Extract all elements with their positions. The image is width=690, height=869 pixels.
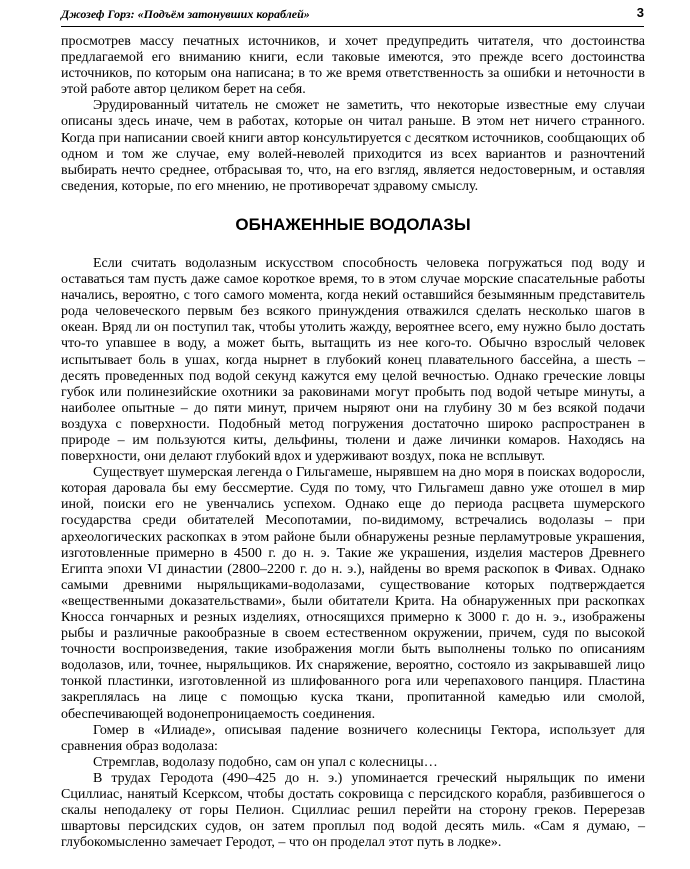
page-content [61, 34, 645, 851]
page-header [61, 4, 644, 27]
running-header-title: Джозеф Горз: «Подъём затонувших кораблей» [61, 7, 310, 21]
section-heading: ОБНАЖЕННЫЕ ВОДОЛАЗЫ [235, 214, 471, 234]
paragraph: Эрудированный читатель не сможет не заметить, что некоторые известные ему случаи описаны здесь иначе, чем в работах, которые он читал раньше. В этом нет ничего странного. Когда при написании своей книги автор консультируется с десятком источников, сообщающих об одном и том же случае, ему волей-неволей приходится из всех вариантов и разночтений выбирать нечто среднее, отбрасывая то, что, на его взгляд, является недостоверным, и оставляя сведения, которые, по его мнению, не противоречат здравому смыслу. [61, 98, 645, 194]
paragraph: Существует шумерская легенда о Гильгамеше, нырявшем на дно моря в поисках водоросли, которая даровала бы ему бессмертие. Судя по тому, что Гильгамеш давно уже отошел в мир иной, поиски его не увенчались успехом. Однако еще до периода расцвета шумерского государства среди обитателей Месопотамии, по-видимому, встречались водолазы – при археологических раскопках в этом районе были обнаружены резные перламутровые украшения, изготовленные примерно в 4500 г. до н. э. Такие же украшения, изделия мастеров Древнего Египта эпохи VI династии (2800–2200 г. до н. э.), найдены во время раскопок в Фивах. Однако самыми древними ныряльщиками-водолазами, существование которых подтверждается «вещественными доказательствами», были обитатели Крита. На обнаруженных при раскопках Кносса гончарных и резных изделиях, относящихся примерно к 3000 г. до н. э., изображены рыбы и различные ракообразные в своем естественном окружении, причем, судя по высокой точности воспроизведения, такие изображения могли быть выполнены только по описаниям водолазов, или, точнее, ныряльщиков. Их снаряжение, вероятно, состояло из закрывавшей лицо тонкой пластинки, изготовленной из шлифованного рога или черепахового панциря. Пластина закреплялась на лице с помощью куска ткани, пропитанной камедью или смолой, обеспечивающей водонепроницаемость соединения. [61, 465, 645, 722]
quote-line: Стремглав, водолазу подобно, сам он упал с колесницы… [93, 754, 438, 770]
paragraph-continued: просмотрев массу печатных источников, и хочет предупредить читателя, что достоинства предлагаемой его вниманию книги, если таковые имеются, это прежде всего достоинства источников, по которым она написана; в то же время ответственность за ошибки и неточности в этой работе автор целиком берет на себя. [61, 34, 645, 98]
paragraph: Если считать водолазным искусством способность человека погружаться под воду и оставаться там пусть даже самое короткое время, то в этом случае морские спасательные работы начались, вероятно, с того самого момента, когда некий оставшийся безымянным представитель рода человеческого первым без всякого принуждения отважился сделать несколько шагов в океан. Вряд ли он поступил так, чтобы утолить жажду, вероятнее всего, ему нужно было достать что-то упавшее в воду, а может быть, вытащить из нее кого-то. Обычно взрослый человек испытывает боль в ушах, когда нырнет в глубокий конец плавательного бассейна, а шесть – десять проведенных под водой секунд кажутся ему целой вечностью. Однако греческие ловцы губок или полинезийские охотники за раковинами могут пробыть под водой четыре минуты, а наиболее опытные – до пяти минут, причем ныряют они на глубину 30 м без всякой подачи воздуха с поверхности. Подобный метод погружения достаточно широко распространен в природе – им пользуются киты, дельфины, тюлени и даже личинки комаров. Находясь на поверхности, они делают глубокий вдох и удерживают воздух, пока не всплывут. [61, 255, 645, 465]
paragraph: В трудах Геродота (490–425 до н. э.) упоминается греческий ныряльщик по имени Сциллиас, нанятый Ксерксом, чтобы достать сокровища с персидского корабля, разбившегося о скалы неподалеку от горы Пелион. Сциллиас решил перейти на сторону греков. Перерезав швартовы персидских судов, он затем проплыл под водой десять миль. «Сам я думаю, – глубокомысленно замечает Геродот, – что он проделал этот путь в лодке». [61, 770, 645, 851]
paragraph: Гомер в «Илиаде», описывая падение возничего колесницы Гектора, использует для сравнения образ водолаза: [61, 722, 645, 754]
page-number: 3 [636, 5, 644, 20]
